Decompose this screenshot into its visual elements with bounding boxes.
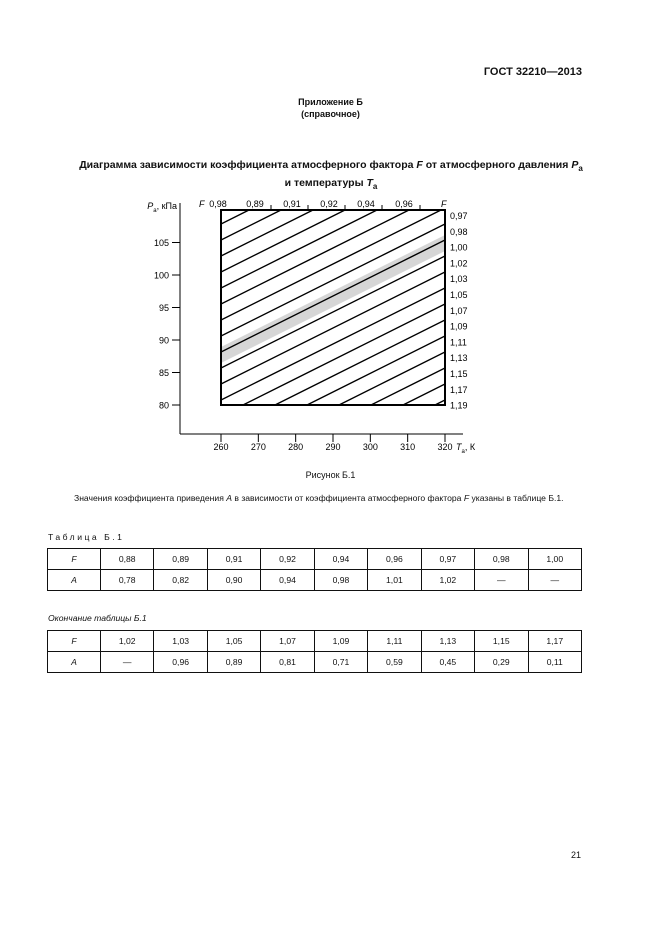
right-scale-value: 1,05 [450, 290, 468, 300]
right-scale-value: 1,17 [450, 384, 468, 395]
cell-f: 1,05 [207, 631, 260, 652]
table-row [48, 570, 582, 591]
cell-f: 1,11 [368, 631, 421, 652]
x-tick-label: 280 [288, 442, 304, 452]
right-scale-value: 1,15 [450, 369, 468, 379]
hatch-line [221, 224, 445, 336]
cell-a: 0,94 [261, 570, 314, 591]
cell-a: 1,01 [368, 570, 421, 591]
cell-a: 1,02 [421, 570, 474, 591]
para-text-3: указаны в таблице Б.1. [469, 493, 564, 503]
cell-a: 0,98 [314, 570, 367, 591]
cell-a: 0,71 [314, 652, 367, 673]
table-b1 [47, 548, 582, 591]
x-axis [213, 434, 475, 455]
cell-f: 1,07 [261, 631, 314, 652]
top-scale-value: 0,94 [357, 199, 375, 209]
cell-f: 0,91 [207, 549, 260, 570]
table-row [48, 631, 582, 652]
right-scale-value: 1,19 [450, 400, 468, 411]
right-f-scale [450, 211, 468, 411]
x-axis-label [456, 442, 476, 455]
hatch-line [221, 304, 445, 416]
title-symbol-t-sub: a [372, 182, 378, 192]
hatch-line [221, 336, 445, 448]
x-axis-subscript: a [461, 449, 465, 455]
title-text-2: от атмосферного давления [422, 159, 572, 171]
right-scale-value: 1,02 [450, 258, 468, 269]
nomogram-chart [130, 195, 510, 460]
cell-a: 0,59 [368, 652, 421, 673]
y-tick-label: 85 [158, 368, 169, 378]
y-tick-label: 90 [158, 335, 169, 346]
row-header-a: A [48, 652, 101, 673]
title-symbol-p-sub: a [578, 164, 583, 174]
cell-f: 1,17 [528, 631, 582, 652]
cell-f: 0,92 [261, 549, 314, 570]
top-scale-value: 0,96 [395, 199, 413, 209]
cell-a: 0,82 [154, 570, 207, 591]
table-b1-continuation [47, 630, 582, 673]
hatch-line [221, 256, 445, 368]
title-text-1: Диаграмма зависимости коэффициента атмосферного фактора [79, 159, 417, 171]
y-tick-label: 105 [153, 238, 169, 248]
top-scale-label: F [199, 199, 205, 209]
top-scale-value: 0,91 [283, 199, 301, 209]
top-scale-value: 0,98 [209, 199, 227, 209]
para-symbol-f: F [463, 493, 470, 503]
right-scale-value: 0,97 [450, 211, 468, 221]
appendix-heading [0, 96, 661, 120]
cell-a: — [101, 652, 154, 673]
cell-a: 0,78 [101, 570, 154, 591]
cell-f: 1,03 [154, 631, 207, 652]
cell-f: 0,98 [475, 549, 528, 570]
table-row [48, 549, 582, 570]
cell-f: 1,00 [528, 549, 582, 570]
right-scale-value: 1,09 [450, 321, 468, 332]
cell-a: 0,29 [475, 652, 528, 673]
cell-f: 0,94 [314, 549, 367, 570]
x-axis-symbol: T [456, 442, 462, 452]
y-axis-symbol: P [147, 201, 154, 211]
appendix-title: Приложение Б [298, 97, 363, 107]
cell-a: 0,11 [528, 652, 582, 673]
top-scale-value: 0,92 [320, 199, 338, 209]
cell-f: 1,02 [101, 631, 154, 652]
top-scale-end-label: F [441, 199, 447, 209]
x-tick-label: 310 [400, 442, 416, 452]
right-scale-value: 1,00 [450, 242, 468, 253]
para-text-2: в зависимости от коэффициента атмосферного фактора [232, 493, 464, 503]
x-tick-label: 270 [250, 442, 266, 452]
cell-a: — [475, 570, 528, 591]
y-axis-subscript: a [153, 208, 157, 214]
y-axis-label [147, 201, 177, 214]
table-continuation-label: Окончание таблицы Б.1 [48, 613, 147, 623]
title-text-3: и температуры [284, 177, 367, 190]
cell-f: 0,96 [368, 549, 421, 570]
title-symbol-f: F [416, 159, 423, 171]
para-symbol-a: A [226, 493, 232, 503]
page-number: 21 [570, 850, 581, 860]
right-scale-value: 1,11 [450, 337, 467, 348]
right-scale-value: 0,98 [450, 226, 468, 237]
right-scale-value: 1,03 [450, 274, 468, 285]
figure-title [30, 158, 632, 194]
cell-a: 0,89 [207, 652, 260, 673]
y-tick-label: 95 [158, 303, 169, 313]
y-axis-unit: , кПа [156, 201, 177, 211]
hatch-line [221, 272, 445, 384]
cell-a: 0,90 [207, 570, 260, 591]
cell-f: 1,09 [314, 631, 367, 652]
x-tick-label: 260 [213, 442, 229, 452]
cell-f: 0,89 [154, 549, 207, 570]
top-f-scale [199, 199, 447, 210]
table-row [48, 652, 582, 673]
cell-f: 1,13 [421, 631, 474, 652]
x-tick-label: 320 [437, 442, 453, 452]
cell-a: 0,96 [154, 652, 207, 673]
appendix-subtitle: (справочное) [301, 109, 360, 119]
title-symbol-p: P [571, 159, 579, 171]
row-header-a: A [48, 570, 101, 591]
cell-f: 0,97 [421, 549, 474, 570]
body-paragraph [48, 492, 588, 505]
para-text-1: Значения коэффициента приведения [74, 493, 227, 503]
row-header-f: F [48, 549, 101, 570]
hatch-lines [221, 195, 445, 460]
table-label: Таблица Б.1 [48, 532, 125, 542]
cell-f: 0,88 [101, 549, 154, 570]
x-tick-label: 290 [325, 442, 341, 452]
hatch-line [221, 240, 445, 352]
title-symbol-t: T [366, 177, 373, 190]
cell-a: 0,45 [421, 652, 474, 673]
cell-a: 0,81 [261, 652, 314, 673]
right-scale-value: 1,07 [450, 305, 468, 316]
y-axis [147, 201, 180, 411]
hatch-line [221, 195, 445, 304]
figure-caption: Рисунок Б.1 [305, 470, 356, 480]
x-tick-label: 300 [362, 442, 378, 452]
row-header-f: F [48, 631, 101, 652]
cell-f: 1,15 [475, 631, 528, 652]
y-tick-label: 80 [158, 400, 169, 411]
y-tick-label: 100 [153, 270, 169, 281]
top-scale-value: 0,89 [246, 199, 264, 209]
cell-a: — [528, 570, 582, 591]
x-axis-unit: , К [464, 442, 476, 452]
right-scale-value: 1,13 [450, 353, 468, 364]
standard-number: ГОСТ 32210—2013 [483, 66, 582, 78]
